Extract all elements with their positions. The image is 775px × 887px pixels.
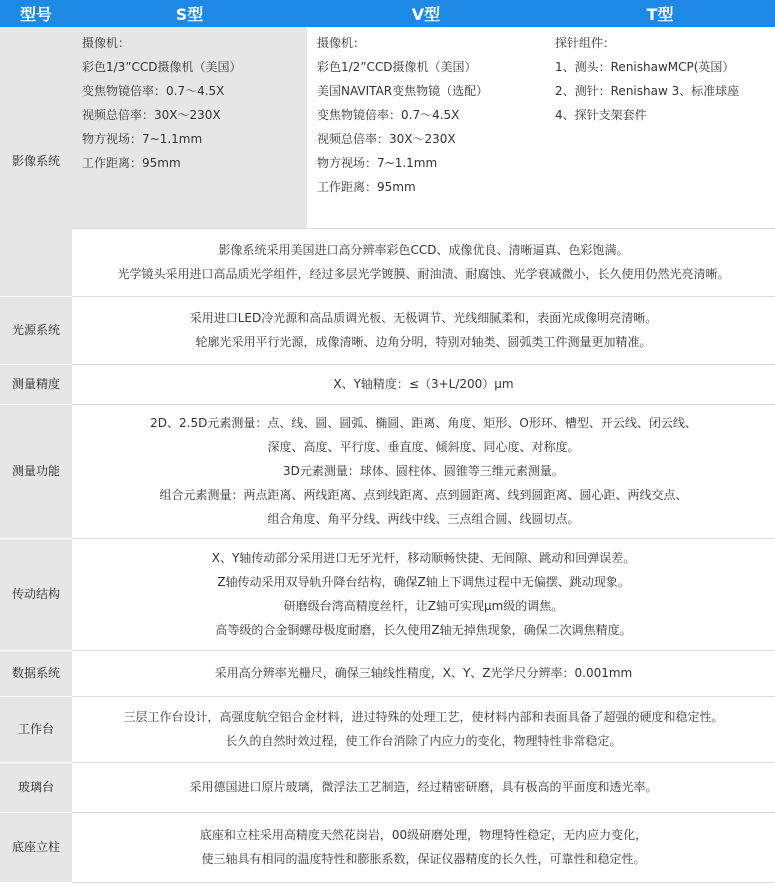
imaging-v-cell [307,27,545,228]
imaging-s-line: 视频总倍率：30X～230X [82,108,221,122]
row-label-light: 光源系统 [0,296,72,364]
imaging-t-line: 2、测针：Renishaw 3、标准球座 [555,84,740,98]
imaging-v-line: 工作距离：95mm [317,180,416,194]
row-light [0,296,775,364]
base-line: 底座和立柱采用高精度天然花岗岩，00级研磨处理，物理特性稳定，无内应力变化， [199,828,648,842]
row-label-functions: 测量功能 [0,404,72,538]
row-drive [0,538,775,650]
imaging-v-line: 彩色1/2”CCD摄像机（美国） [317,60,477,74]
row-label-imaging: 影像系统 [0,27,72,296]
glass-line: 采用德国进口原片玻璃，微浮法工艺制造，经过精密研磨，具有极高的平面度和透光率。 [189,780,658,794]
worktable-cell [72,696,775,762]
row-label-drive: 传动结构 [0,538,72,650]
imaging-s-line: 工作距离：95mm [82,156,181,170]
header-v-type: V型 [307,0,545,27]
imaging-v-line: 物方视场：7~1.1mm [317,156,438,170]
functions-line: 2D、2.5D元素测量：点、线、圆、圆弧、椭圆、距离、角度、矩形、O形环、槽型、开云线、闭云线、 [150,416,697,430]
imaging-t-line: 4、探针支架套件 [555,108,647,122]
imaging-s-line: 变焦物镜倍率：0.7～4.5X [82,84,225,98]
imaging-v-line: 变焦物镜倍率：0.7～4.5X [317,108,460,122]
row-label-accuracy: 测量精度 [0,364,72,404]
light-line: 轮廓光采用平行光源，成像清晰、边角分明，特别对轴类、圆弧类工件测量更加精准。 [195,335,652,349]
row-glass [0,762,775,812]
data-system-cell [72,650,775,696]
row-label-worktable: 工作台 [0,696,72,762]
functions-line: 组合元素测量：两点距离、两线距离、点到线距离、点到圆距离、线到圆距离、圆心距、两线交点、 [159,488,688,502]
imaging-desc-cell [72,228,775,296]
imaging-t-line: 探针组件： [555,36,616,50]
row-label-base: 底座立柱 [0,812,72,882]
drive-line: 研磨级台湾高精度丝杆，让Z轴可实现μm级的调焦。 [283,599,564,613]
imaging-t-cell [545,27,775,228]
row-data-system [0,650,775,696]
header-row [0,0,775,27]
header-s-type: S型 [72,0,307,27]
imaging-s-cell [72,27,307,228]
data-system-line: 采用高分辨率光栅尺，确保三轴线性精度，X、Y、Z光学尺分辨率：0.001mm [214,666,633,680]
row-functions [0,404,775,538]
imaging-s-line: 摄像机： [82,36,131,50]
imaging-v-line: 美国NAVITAR变焦物镜（选配） [317,84,489,98]
functions-line: 3D元素测量：球体、圆柱体、圆锥等三维元素测量。 [283,464,564,478]
header-model: 型号 [0,0,72,27]
functions-cell [72,404,775,538]
imaging-v-line: 摄像机： [317,36,366,50]
imaging-v-line: 视频总倍率：30X～230X [317,132,456,146]
glass-cell [72,762,775,812]
light-cell [72,296,775,364]
base-line: 使三轴具有相同的温度特性和膨胀系数，保证仪器精度的长久性，可靠性和稳定性。 [201,852,646,866]
row-accuracy [0,364,775,404]
row-base [0,812,775,882]
row-worktable [0,696,775,762]
row-label-data-system: 数据系统 [0,650,72,696]
accuracy-cell [72,364,775,404]
worktable-line: 三层工作台设计，高强度航空铝合金材料，进过特殊的处理工艺，使材料内部和表面具备了超强的硬度和稳定性。 [123,710,724,724]
imaging-desc-line: 影像系统采用美国进口高分辨率彩色CCD、成像优良、清晰逼真、色彩饱满。 [218,243,629,257]
imaging-t-line: 1、测头：RenishawMCP(英国） [555,60,735,74]
imaging-s-line: 物方视场：7~1.1mm [82,132,203,146]
functions-line: 深度、高度、平行度、垂直度、倾斜度、同心度、对称度。 [267,440,580,454]
base-cell [72,812,775,882]
header-t-type: T型 [545,0,775,27]
worktable-line: 长久的自然时效过程，使工作台消除了内应力的变化，物理特性非常稳定。 [225,734,622,748]
light-line: 采用进口LED冷光源和高品质调光板、无极调节、光线细腻柔和，表面光成像明亮清晰。 [189,311,658,325]
imaging-s-line: 彩色1/3”CCD摄像机（美国） [82,60,242,74]
drive-cell [72,538,775,650]
imaging-desc-line: 光学镜头采用进口高品质光学组件，经过多层光学镀膜、耐油渍、耐腐蚀、光学衰减微小，长久使用仍然光亮清晰。 [117,267,730,281]
row-imaging-specs [0,27,775,228]
drive-line: 高等级的合金铜螺母极度耐磨，长久使用Z轴无掉焦现象，确保二次调焦精度。 [215,623,632,637]
row-label-glass: 玻璃台 [0,762,72,812]
row-imaging-desc [0,228,775,296]
functions-line: 组合角度、角平分线、两线中线、三点组合圆、线圆切点。 [267,512,580,526]
drive-line: X、Y轴传动部分采用进口无牙光杆，移动顺畅快捷、无间隙、跳动和回弹误差。 [211,551,636,565]
drive-line: Z轴传动采用双导轨升降台结构，确保Z轴上下调焦过程中无偏摆、跳动现象。 [217,575,630,589]
accuracy-line: X、Y轴精度：≤（3+L/200）μm [333,377,514,391]
